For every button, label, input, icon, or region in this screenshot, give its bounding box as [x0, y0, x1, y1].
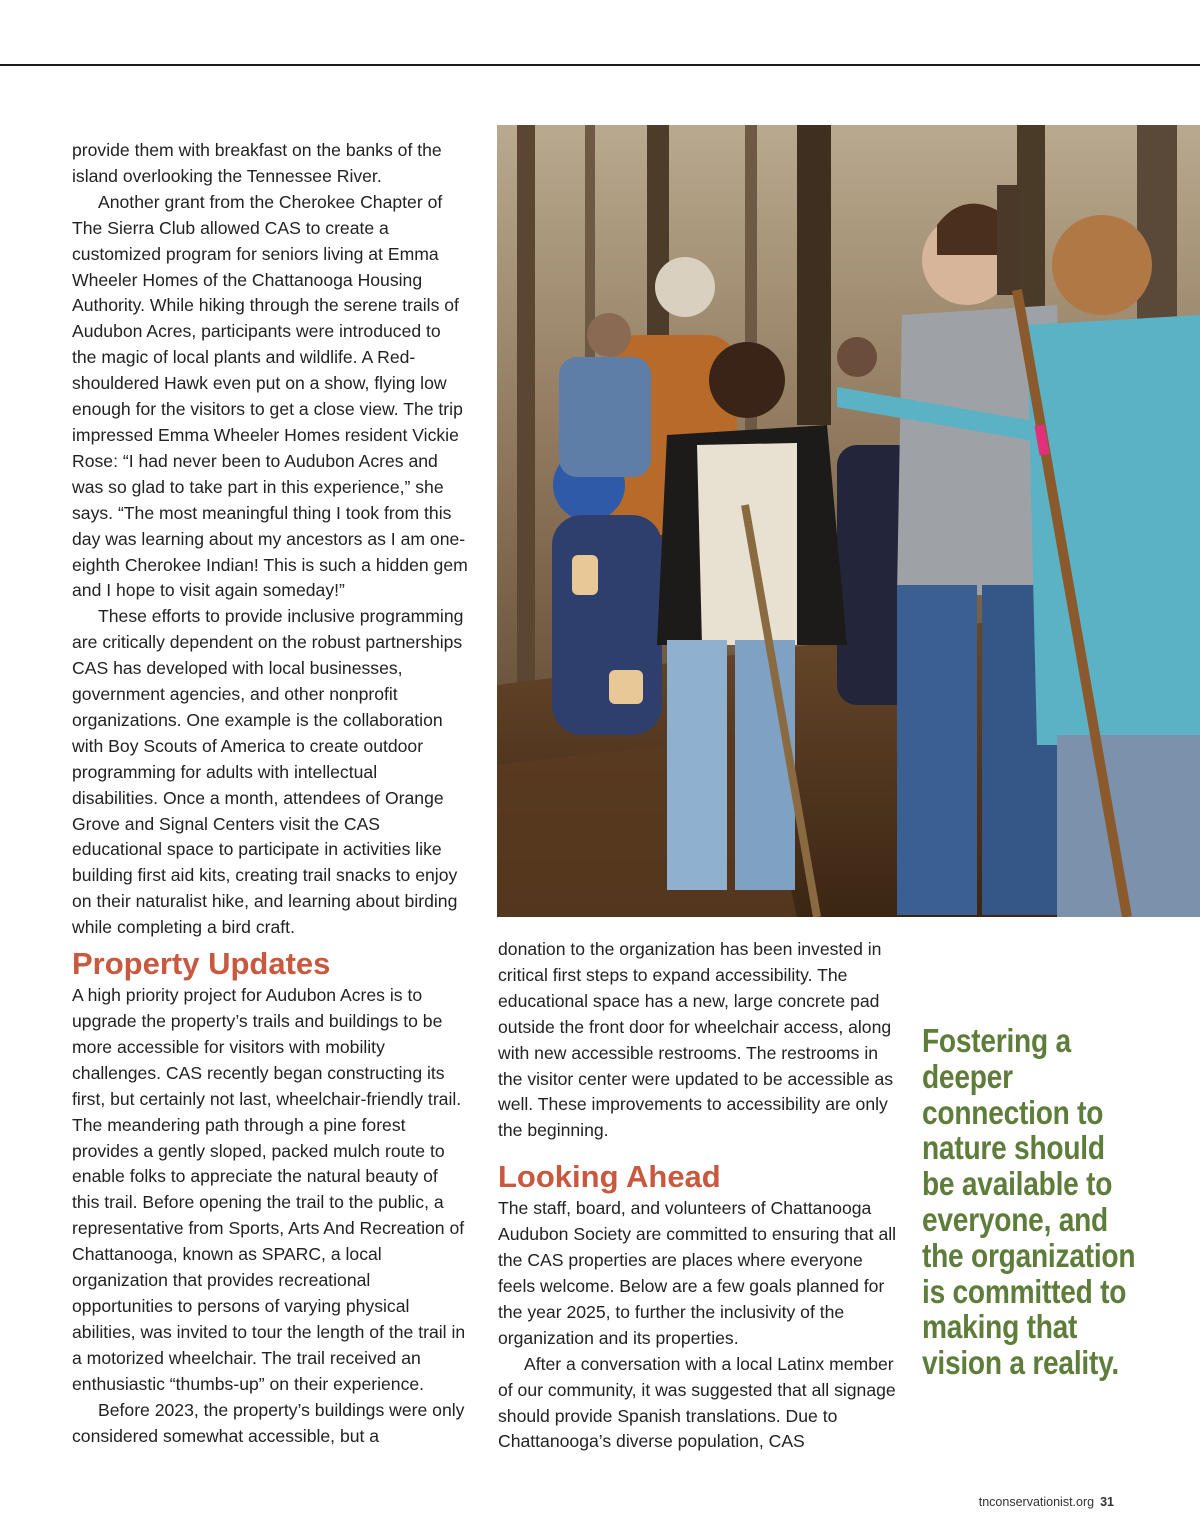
- site-url: tnconservationist.org: [978, 1495, 1095, 1509]
- body-paragraph: A high priority project for Audubon Acres is to upgrade the property’s trails and buildings to be more accessible for visitors with mobility challenges. CAS recently began constructing its first, but certainly not last, wheelchair-friendly trail. The meandering path through a pine forest provides a gently sloped, packed mulch route to enable folks to appreciate the natural beauty of this trail. Before opening the trail to the public, a representative from Sports, Arts And Recreation of Chattanooga, known as SPARC, a local organization that provides recreational opportunities to persons of varying physical abilities, was invited to tour the length of the trail in a motorized wheelchair. The trail received an enthusiastic “thumbs-up” on their experience.: [72, 985, 466, 1394]
- body-paragraph: These efforts to provide inclusive programming are critically dependent on the robust partnerships CAS has developed with local businesses, government agencies, and other nonprofit organizations. One example is the collaboration with Boy Scouts of America to create outdoor programming for adults with intellectual disabilities. Once a month, attendees of Orange Grove and Signal Centers visit the CAS educational space to participate in activities like building first aid kits, creating trail snacks to enjoy on their naturalist hike, and learning about birding while completing a bird craft.: [72, 606, 464, 938]
- body-paragraph: Before 2023, the property’s buildings were only considered somewhat accessible, but a: [72, 1399, 465, 1446]
- section-heading-looking-ahead: Looking Ahead: [498, 1159, 721, 1195]
- hiking-group-photo: [497, 125, 1200, 917]
- article-column-middle: [498, 937, 898, 1455]
- section-heading-property-updates: Property Updates: [72, 946, 331, 982]
- page-footer: [979, 1495, 1114, 1509]
- body-paragraph: After a conversation with a local Latinx member of our community, it was suggested that all signage should provide Spanish translations. Due to Chattanooga’s diverse population, CAS: [498, 1353, 896, 1452]
- body-paragraph: donation to the organization has been invested in critical first steps to expand accessibility. The educational space has a new, large concrete pad outside the front door for wheelchair access, along with new accessible restrooms. The restrooms in the visitor center were updated to be accessible as well. These improvements to accessibility are only the beginning.: [498, 939, 894, 1141]
- page-number: 31: [1100, 1495, 1114, 1509]
- photo-illustration: [497, 125, 1200, 917]
- body-paragraph: Another grant from the Cherokee Chapter of The Sierra Club allowed CAS to create a customized program for seniors living at Emma Wheeler Homes of the Chattanooga Housing Authority. While hiking through the serene trails of Audubon Acres, participants were introduced to the magic of local plants and wildlife. A Red-shouldered Hawk even put on a show, flying low enough for the visitors to get a close view. The trip impressed Emma Wheeler Homes resident Vickie Rose: “I had never been to Audubon Acres and was so glad to take part in this experience,” she says. “The most meaningful thing I took from this day was learning about my ancestors as I am one-eighth Cherokee Indian! This is such a hidden gem and I hope to visit again someday!”: [72, 191, 468, 601]
- body-paragraph: provide them with breakfast on the banks of the island overlooking the Tennessee River.: [72, 140, 442, 186]
- pull-quote: Fostering a deeper connection to nature should be available to everyone, and the organization is committed to making that vision a reality.: [922, 1023, 1136, 1383]
- article-column-left: [72, 138, 468, 1449]
- top-rule: [0, 64, 1200, 66]
- body-paragraph: The staff, board, and volunteers of Chattanooga Audubon Society are committed to ensuring that all the CAS properties are places where everyone feels welcome. Below are a few goals planned for the year 2025, to further the inclusivity of the organization and its properties.: [498, 1198, 897, 1348]
